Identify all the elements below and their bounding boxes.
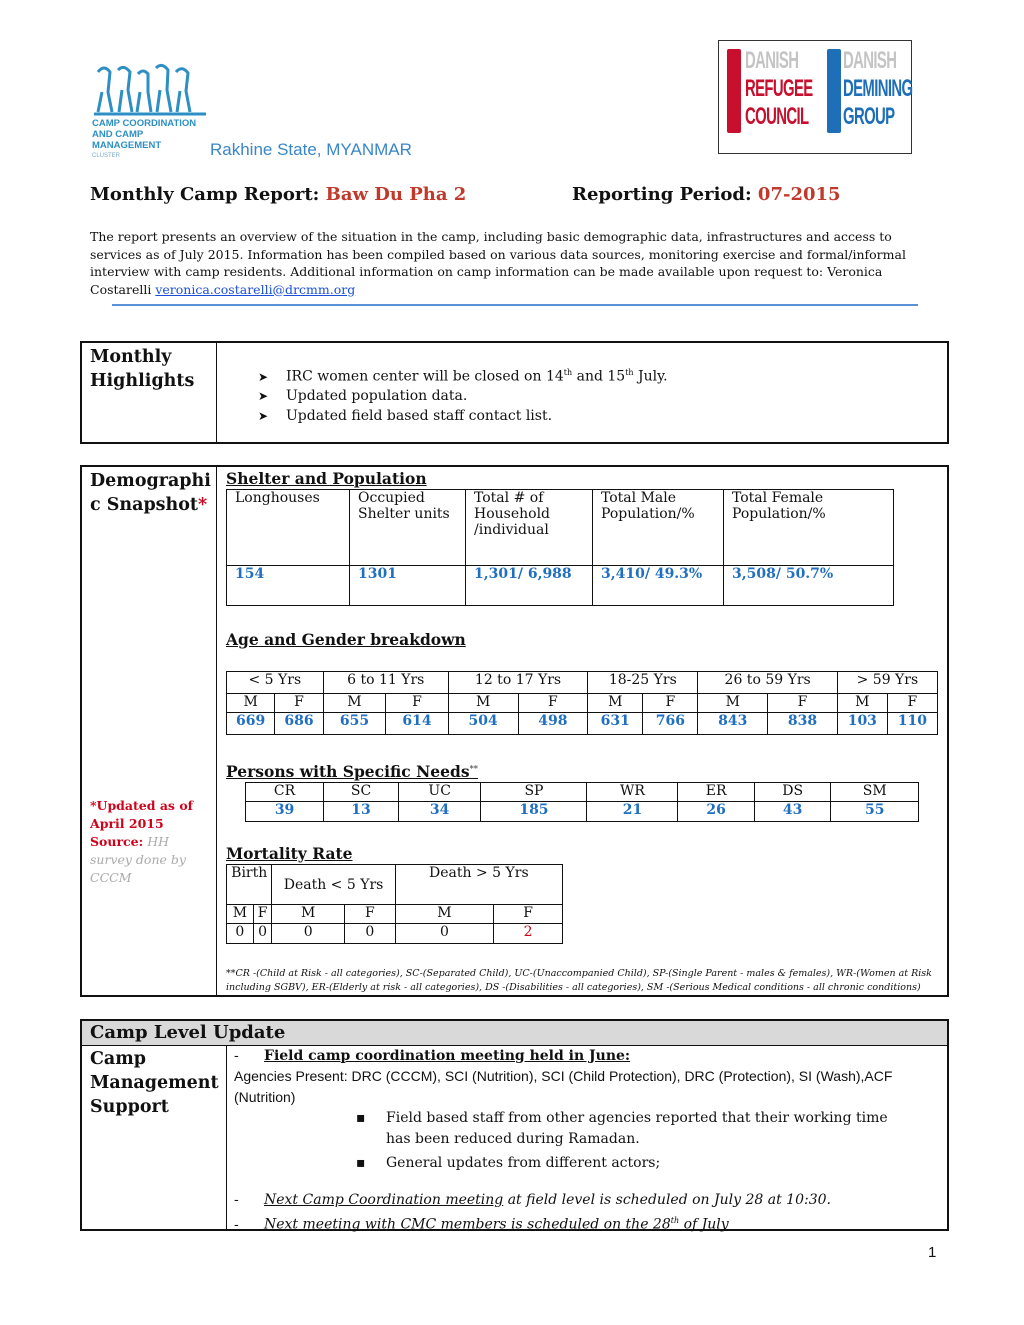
psn-value: 21 [587,802,678,822]
gender-label: M [395,905,494,924]
next-meeting-line [234,1190,934,1211]
cccm-logo [92,62,212,159]
age-group: 12 to 17 Yrs [448,672,587,694]
drc-ddg-logo [718,40,912,154]
shelter-table [226,489,894,606]
mortality-value: 0 [227,924,254,944]
cccm-line1: CAMP COORDINATION [92,118,197,129]
ddg-logo-text [843,47,955,131]
header-divider [112,304,918,306]
shelter-header: Longhouses [227,490,350,566]
gender-label: F [344,905,395,924]
mortality-value: 0 [272,924,345,944]
camp-label-line3: Support [90,1097,169,1117]
gender-label: M [588,694,643,713]
dash-bullet: - [234,1216,239,1233]
gender-label: M [448,694,518,713]
psn-header: DS [754,783,831,802]
psn-header-row [246,783,919,802]
shelter-value: 154 [227,566,350,606]
period-label: Reporting Period: [572,184,752,205]
people-figures-icon [92,62,208,118]
gender-row [227,694,938,713]
age-value: 504 [448,713,518,735]
highlight-text: July. [633,368,668,385]
page-number: 1 [928,1244,937,1261]
psn-header: UC [398,783,481,802]
update-note [90,797,212,887]
sup-th: th [670,1216,680,1225]
mortality-gender-row [227,905,563,924]
shelter-header: Total Male Population/% [593,490,724,566]
psn-header: SC [324,783,399,802]
psn-value-row [246,802,919,822]
age-value: 631 [588,713,643,735]
dash-bullet: - [234,1192,239,1208]
report-title [90,184,466,205]
psn-value: 39 [246,802,324,822]
drc-line3: COUNCIL [745,103,809,130]
age-group: 26 to 59 Yrs [698,672,837,694]
shelter-value: 1301 [350,566,466,606]
demographic-label-line1: Demographi [90,471,211,491]
next-cmc-line [234,1210,934,1236]
demographic-label-line2: c Snapshot [90,495,199,515]
age-group-row [227,672,938,694]
psn-header: CR [246,783,324,802]
gender-label: F [494,905,563,924]
gender-label: M [227,905,254,924]
ddg-side-bar [827,49,841,133]
asterisk-mark: * [198,495,208,515]
age-group: > 59 Yrs [837,672,937,694]
highlights-label-line1: Monthly [90,347,172,367]
square-bullet-icon: ▪ [356,1110,366,1126]
gender-label: M [227,694,275,713]
shelter-value: 3,410/ 49.3% [593,566,724,606]
age-value: 686 [275,713,323,735]
drc-side-bar [727,49,741,133]
psn-title-text: Persons with Specific Needs [226,762,470,781]
camp-bullet-item [356,1108,916,1150]
age-value: 110 [887,713,937,735]
psn-header: ER [678,783,754,802]
age-value: 655 [323,713,386,735]
sup-th: th [625,368,634,377]
age-value: 669 [227,713,275,735]
demographic-label [90,469,211,517]
highlights-list [258,363,668,426]
age-value: 498 [518,713,588,735]
meeting-title: Field camp coordination meeting held in June: [264,1048,631,1064]
gender-label: M [837,694,887,713]
psn-table [245,782,919,822]
camp-bullet-item [356,1153,916,1174]
mortality-header: Birth [227,865,272,905]
next-cmc-text: is scheduled on the 28 [506,1216,671,1233]
psn-value: 26 [678,802,754,822]
gender-label: F [887,694,937,713]
age-group: 18-25 Yrs [588,672,698,694]
highlights-label [90,345,194,393]
next-meeting-text: at field level is scheduled on July 28 at 10:30. [503,1192,831,1208]
highlight-text: and 15 [572,368,626,385]
cccm-line2: AND CAMP MANAGEMENT [92,129,162,151]
contact-email-link[interactable]: veronica.costarelli@drcmm.org [155,281,356,297]
highlight-text: Updated population data. [286,388,468,405]
ddg-line1: DANISH [843,47,897,74]
gender-label: F [275,694,323,713]
shelter-header: Total # of Household /individual [466,490,593,566]
camp-update-divider [226,1045,227,1229]
cccm-logo-text [92,118,212,162]
shelter-value-row [227,566,894,606]
mortality-value-row [227,924,563,944]
mortality-value: 2 [494,924,563,944]
location-label: Rakhine State, MYANMAR [210,140,412,159]
highlight-text: Updated field based staff contact list. [286,407,553,424]
shelter-value: 3,508/ 50.7% [724,566,894,606]
reporting-period [572,184,841,205]
arrow-bullet-icon: ➤ [258,408,269,423]
camp-label-line2: Management [90,1073,219,1093]
highlights-label-line2: Highlights [90,371,195,391]
highlights-divider [216,343,217,442]
bullet-text: General updates from different actors; [386,1155,661,1171]
mortality-title: Mortality Rate [226,844,353,863]
next-cmc-text: of July [679,1216,729,1233]
agencies-present: Agencies Present: DRC (CCCM), SCI (Nutrition), SCI (Child Protection), DRC (Protection), SI (Wash),ACF (Nutrition) [234,1068,893,1105]
age-gender-table [226,671,938,735]
highlight-item [258,407,668,427]
dash-bullet: - [234,1048,239,1064]
psn-value: 185 [481,802,587,822]
gender-label: M [272,905,345,924]
source-label: Source: [90,834,144,849]
demographic-divider [216,467,217,995]
age-group: < 5 Yrs [227,672,324,694]
gender-label: F [643,694,698,713]
mortality-value: 0 [253,924,272,944]
next-coordination-meeting-link[interactable]: Next Camp Coordination meeting [264,1192,504,1208]
psn-value: 43 [754,802,831,822]
highlight-item [258,363,668,387]
source-text: HH survey done by CCCM [90,834,186,885]
camp-name: Baw Du Pha 2 [325,184,467,205]
psn-header: SP [481,783,587,802]
mortality-value: 0 [395,924,494,944]
updated-note-text: *Updated as of April 2015 [90,798,194,831]
drc-line2: REFUGEE [745,75,813,102]
gender-label: M [323,694,386,713]
age-value: 103 [837,713,887,735]
gender-label: M [698,694,768,713]
camp-update-title: Camp Level Update [90,1022,286,1043]
psn-title [226,762,478,781]
ddg-line3: GROUP [843,103,895,130]
mortality-header: Death > 5 Yrs [395,865,562,905]
cccm-line3: CLUSTER [92,153,121,159]
shelter-header-row [227,490,894,566]
gender-label: F [386,694,449,713]
psn-footnote-mark: ** [469,762,478,773]
arrow-bullet-icon: ➤ [258,389,269,404]
age-group: 6 to 11 Yrs [323,672,448,694]
camp-update-header [82,1021,947,1046]
report-label: Monthly Camp Report: [90,184,320,205]
age-value: 614 [386,713,449,735]
meeting-title-line [234,1046,934,1067]
ddg-line2: DEMINING [843,75,913,102]
shelter-title: Shelter and Population [226,469,427,488]
shelter-header: Occupied Shelter units [350,490,466,566]
psn-footnote: **CR -(Child at Risk - all categories), SC-(Separated Child), UC-(Unaccompanied Child), SP-(Single Parent - males & females), WR-(Women at Risk including SGBV), ER-(Elderly at risk - all categories), DS -(Disabilities - all categories), SM -(Serious Medical conditions - all chronic conditions) [226,968,932,993]
gender-label: F [768,694,838,713]
psn-value: 13 [324,802,399,822]
period-value: 07-2015 [757,184,841,205]
sup-th: th [563,368,573,377]
psn-header: WR [587,783,678,802]
age-value: 766 [643,713,698,735]
mortality-header: Death < 5 Yrs [272,865,395,905]
next-cmc-meeting-link[interactable]: Next meeting with CMC members [264,1216,507,1233]
age-value-row [227,713,938,735]
camp-label-line1: Camp [90,1049,147,1069]
gender-label: F [518,694,588,713]
intro-text: The report presents an overview of the situation in the camp, including basic demographic data, infrastructures and access to services as of July 2015. Information has been compiled based on various data sources, monitoring exercise and formal/informal interview with camp residents. Additional information on camp information can be made available upon request to: Veronica Costarelli [90,229,906,297]
age-value: 838 [768,713,838,735]
highlight-item [258,387,668,407]
age-value: 843 [698,713,768,735]
psn-header: SM [831,783,919,802]
highlight-text: IRC women center will be closed on 14 [286,368,564,385]
psn-value: 55 [831,802,919,822]
age-gender-title: Age and Gender breakdown [226,630,466,649]
shelter-value: 1,301/ 6,988 [466,566,593,606]
bullet-text: Field based staff from other agencies reported that their working time has been reduced during Ramadan. [386,1110,888,1147]
gender-label: F [253,905,272,924]
square-bullet-icon: ▪ [356,1155,366,1171]
intro-paragraph [90,228,920,298]
arrow-bullet-icon: ➤ [258,369,269,384]
mortality-value: 0 [344,924,395,944]
mortality-header-row [227,865,563,905]
mortality-table [226,864,563,944]
psn-value: 34 [398,802,481,822]
shelter-header: Total Female Population/% [724,490,894,566]
camp-support-label [90,1047,219,1119]
drc-line1: DANISH [745,47,799,74]
